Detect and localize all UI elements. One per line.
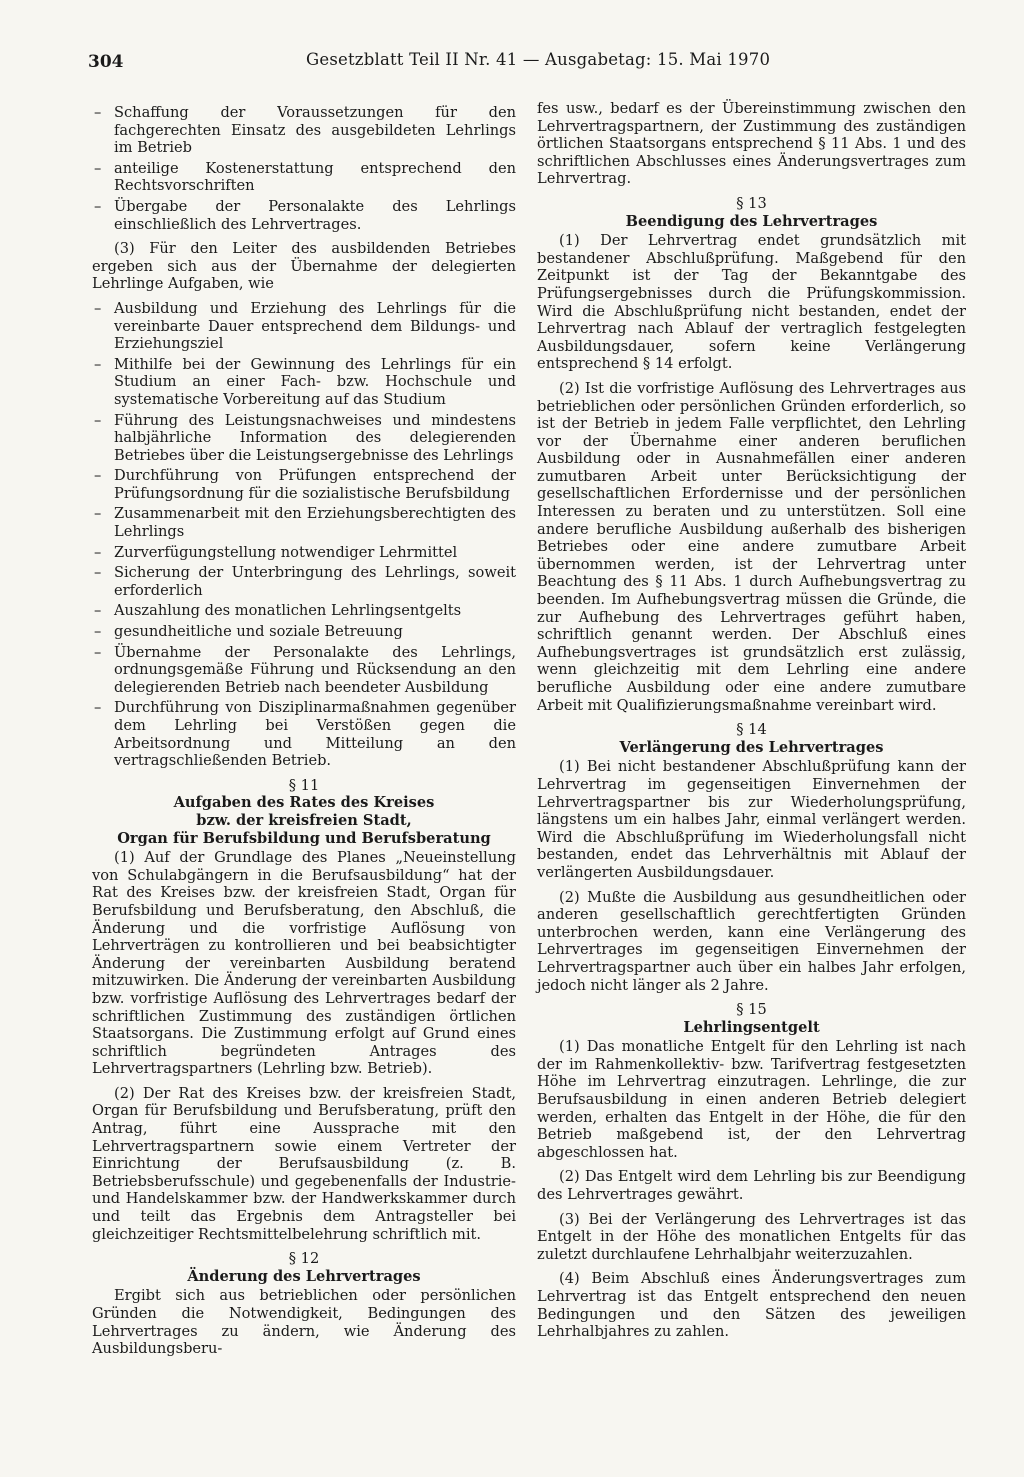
list-item: – anteilige Kostenerstattung entsprechend den Rechtsvorschriften xyxy=(92,160,516,195)
list-item: – Durchführung von Prüfungen entsprechend der Prüfungsordnung für die sozialistische Berufsbildung xyxy=(92,467,516,502)
bullet-list-a xyxy=(92,104,516,233)
list-item: – Durchführung von Disziplinarmaßnahmen gegenüber dem Lehrling bei Verstößen gegen die Arbeitsordnung und Mitteilung an den vertragschließenden Betrieb. xyxy=(92,699,516,769)
list-item: – Führung des Leistungsnachweises und mindestens halbjährliche Information des delegierenden Betriebes über die Leistungsergebnisse des Lehrlings xyxy=(92,412,516,465)
paragraph: Ergibt sich aus betrieblichen oder persönlichen Gründen die Notwendigkeit, Bedingungen des Lehrvertrages zu ändern, wie Änderung des Ausbildungsberu- xyxy=(92,1287,516,1358)
page-header xyxy=(88,50,934,82)
paragraph: (1) Bei nicht bestandener Abschlußprüfung kann der Lehrvertrag im gegenseitigen Einvernehmen der Lehrvertragspartner bis zur Wiederholungsprüfung, längstens um ein halbes Jahr, einmal verlängert werden. Wird die Abschlußprüfung im Wiederholungsfall nicht bestanden, endet das Lehrverhältnis mit Ablauf der verlängerten Ausbildungsdauer. xyxy=(537,758,966,881)
paragraph: (1) Das monatliche Entgelt für den Lehrling ist nach der im Rahmenkollektiv- bzw. Tarifvertrag festgesetzten Höhe im Lehrvertrag einzutragen. Lehrlinge, die zur Berufsausbildung in einen anderen Betrieb delegiert werden, erhalten das Entgelt in der Höhe, die für den Betrieb maßgebend ist, der den Lehrvertrag abgeschlossen hat. xyxy=(537,1038,966,1161)
paragraph: (1) Der Lehrvertrag endet grundsätzlich mit bestandener Abschlußprüfung. Maßgebend für den Zeitpunkt ist der Tag der Bekanntgabe des Prüfungsergebnisses durch die Prüfungskommission. Wird die Abschlußprüfung nicht bestanden, endet der Lehrvertrag nach Ablauf der vertraglich festgelegten Ausbildungsdauer, sofern keine Verlängerung entsprechend § 14 erfolgt. xyxy=(537,232,966,373)
bullet-list-b xyxy=(92,300,516,770)
right-column xyxy=(537,100,966,1348)
list-item: – Übernahme der Personalakte des Lehrlings, ordnungsgemäße Führung und Rücksendung an den delegierenden Betrieb nach beendeter Ausbildung xyxy=(92,644,516,697)
paragraph: (2) Mußte die Ausbildung aus gesundheitlichen oder anderen gesellschaftlich gerechtfertigten Gründen unterbrochen werden, kann eine Verlängerung des Lehrvertrages im gegenseitigen Einvernehmen der Lehrvertragspartner auch über ein halbes Jahr erfolgen, jedoch nicht länger als 2 Jahre. xyxy=(537,888,966,994)
list-item: – Zurverfügungstellung notwendiger Lehrmittel xyxy=(92,544,516,562)
section-13-heading xyxy=(537,195,966,230)
page-number: 304 xyxy=(88,52,124,72)
section-title: bzw. der kreisfreien Stadt, xyxy=(196,811,412,829)
list-item: – gesundheitliche und soziale Betreuung xyxy=(92,623,516,641)
list-item: – Mithilfe bei der Gewinnung des Lehrlings für ein Studium an einer Fach- bzw. Hochschule und systematische Vorbereitung auf das Studium xyxy=(92,356,516,409)
section-number: § 15 xyxy=(736,1001,767,1019)
section-12-heading xyxy=(92,1250,516,1285)
gazette-title: Gesetzblatt Teil II Nr. 41 — Ausgabetag: 15. Mai 1970 xyxy=(306,50,771,69)
list-item: – Übergabe der Personalakte des Lehrlings einschließlich des Lehrvertrages. xyxy=(92,198,516,233)
section-title: Änderung des Lehrvertrages xyxy=(187,1267,421,1285)
left-column xyxy=(92,104,516,1365)
section-title: Organ für Berufsbildung und Berufsberatung xyxy=(117,829,491,847)
section-15-heading xyxy=(537,1001,966,1036)
list-item: – Zusammenarbeit mit den Erziehungsberechtigten des Lehrlings xyxy=(92,505,516,540)
list-item: – Auszahlung des monatlichen Lehrlingsentgelts xyxy=(92,602,516,620)
section-title: Beendigung des Lehrvertrages xyxy=(625,212,878,230)
section-title: Aufgaben des Rates des Kreises xyxy=(173,794,435,812)
paragraph: (2) Der Rat des Kreises bzw. der kreisfreien Stadt, Organ für Berufsbildung und Berufsberatung, prüft den Antrag, führt eine Aussprache mit den Lehrvertragspartnern sowie einem Vertreter der Einrichtung der Berufsausbildung (z. B. Betriebsberufsschule) und gegebenenfalls der Industrie- und Handelskammer bzw. der Handwerkskammer durch und teilt das Ergebnis dem Antragsteller bei gleichzeitiger Rechtsmittelbelehrung schriftlich mit. xyxy=(92,1084,516,1243)
paragraph: (3) Bei der Verlängerung des Lehrvertrages ist das Entgelt in der Höhe des monatlichen Entgelts für das zuletzt durchlaufene Lehrhalbjahr weiterzuzahlen. xyxy=(537,1210,966,1263)
section-14-heading xyxy=(537,721,966,756)
section-number: § 13 xyxy=(736,194,767,212)
paragraph: (2) Ist die vorfristige Auflösung des Lehrvertrages aus betrieblichen oder persönlichen Gründen erforderlich, so ist der Betrieb in jedem Falle verpflichtet, den Lehrling vor der Übernahme einer anderen beruflichen Ausbildung oder in Ausnahmefällen einer anderen zumutbaren Arbeit unter Berücksichtigung der gesellschaftlichen Erfordernisse und der persönlichen Interessen zu beraten und zu unterstützen. Soll eine andere berufliche Ausbildung außerhalb des bisherigen Betriebes oder eine andere zumutbare Arbeit übernommen werden, ist der Lehrvertrag unter Beachtung des § 11 Abs. 1 durch Aufhebungsvertrag zu beenden. Im Aufhebungsvertrag müssen die Gründe, die zur Aufhebung des Lehrvertrages geführt haben, schriftlich genannt werden. Der Abschluß eines Aufhebungsvertrages ist grundsätzlich erst zulässig, wenn gleichzeitig mit dem Lehrling eine andere berufliche Ausbildung oder eine andere zumutbare Arbeit mit Qualifizierungsmaßnahme vereinbart wird. xyxy=(537,379,966,714)
paragraph-continuation: fes usw., bedarf es der Übereinstimmung zwischen den Lehrvertragspartnern, der Zustimmung des zuständigen örtlichen Staatsorgans entsprechend § 11 Abs. 1 und des schriftlichen Abschlusses eines Änderungsvertrages zum Lehrvertrag. xyxy=(537,100,966,188)
paragraph: (1) Auf der Grundlage des Planes „Neueinstellung von Schulabgängern in die Berufsausbildung“ hat der Rat des Kreises bzw. der kreisfreien Stadt, Organ für Berufsbildung und Berufsberatung, den Abschluß, die Änderung und die vorfristige Auflösung von Lehrverträgen zu kontrollieren und bei beabsichtigter Änderung der vereinbarten Ausbildung beratend mitzuwirken. Die Änderung der vereinbarten Ausbildung bzw. vorfristige Auflösung des Lehrvertrages bedarf der schriftlichen Zustimmung des zuständigen örtlichen Staatsorgans. Die Zustimmung erfolgt auf Grund eines schriftlich begründeten Antrages des Lehrvertragspartners (Lehrling bzw. Betrieb). xyxy=(92,849,516,1078)
section-title: Lehrlingsentgelt xyxy=(683,1018,820,1036)
list-item: – Sicherung der Unterbringung des Lehrlings, soweit erforderlich xyxy=(92,564,516,599)
section-title: Verlängerung des Lehrvertrages xyxy=(619,738,884,756)
list-item: – Ausbildung und Erziehung des Lehrlings für die vereinbarte Dauer entsprechend dem Bildungs- und Erziehungsziel xyxy=(92,300,516,353)
paragraph-3: (3) Für den Leiter des ausbildenden Betriebes ergeben sich aus der Übernahme der delegierten Lehrlinge Aufgaben, wie xyxy=(92,240,516,293)
list-item: – Schaffung der Voraussetzungen für den fachgerechten Einsatz des ausgebildeten Lehrlings im Betrieb xyxy=(92,104,516,157)
section-number: § 11 xyxy=(288,776,320,794)
section-number: § 12 xyxy=(288,1250,320,1268)
paragraph: (2) Das Entgelt wird dem Lehrling bis zur Beendigung des Lehrvertrages gewährt. xyxy=(537,1168,966,1204)
section-number: § 14 xyxy=(736,721,767,739)
section-11-heading xyxy=(92,777,516,847)
paragraph: (4) Beim Abschluß eines Änderungsvertrages zum Lehrvertrag ist das Entgelt entsprechend den neuen Bedingungen und den Sätzen des jeweiligen Lehrhalbjahres zu zahlen. xyxy=(537,1270,966,1341)
